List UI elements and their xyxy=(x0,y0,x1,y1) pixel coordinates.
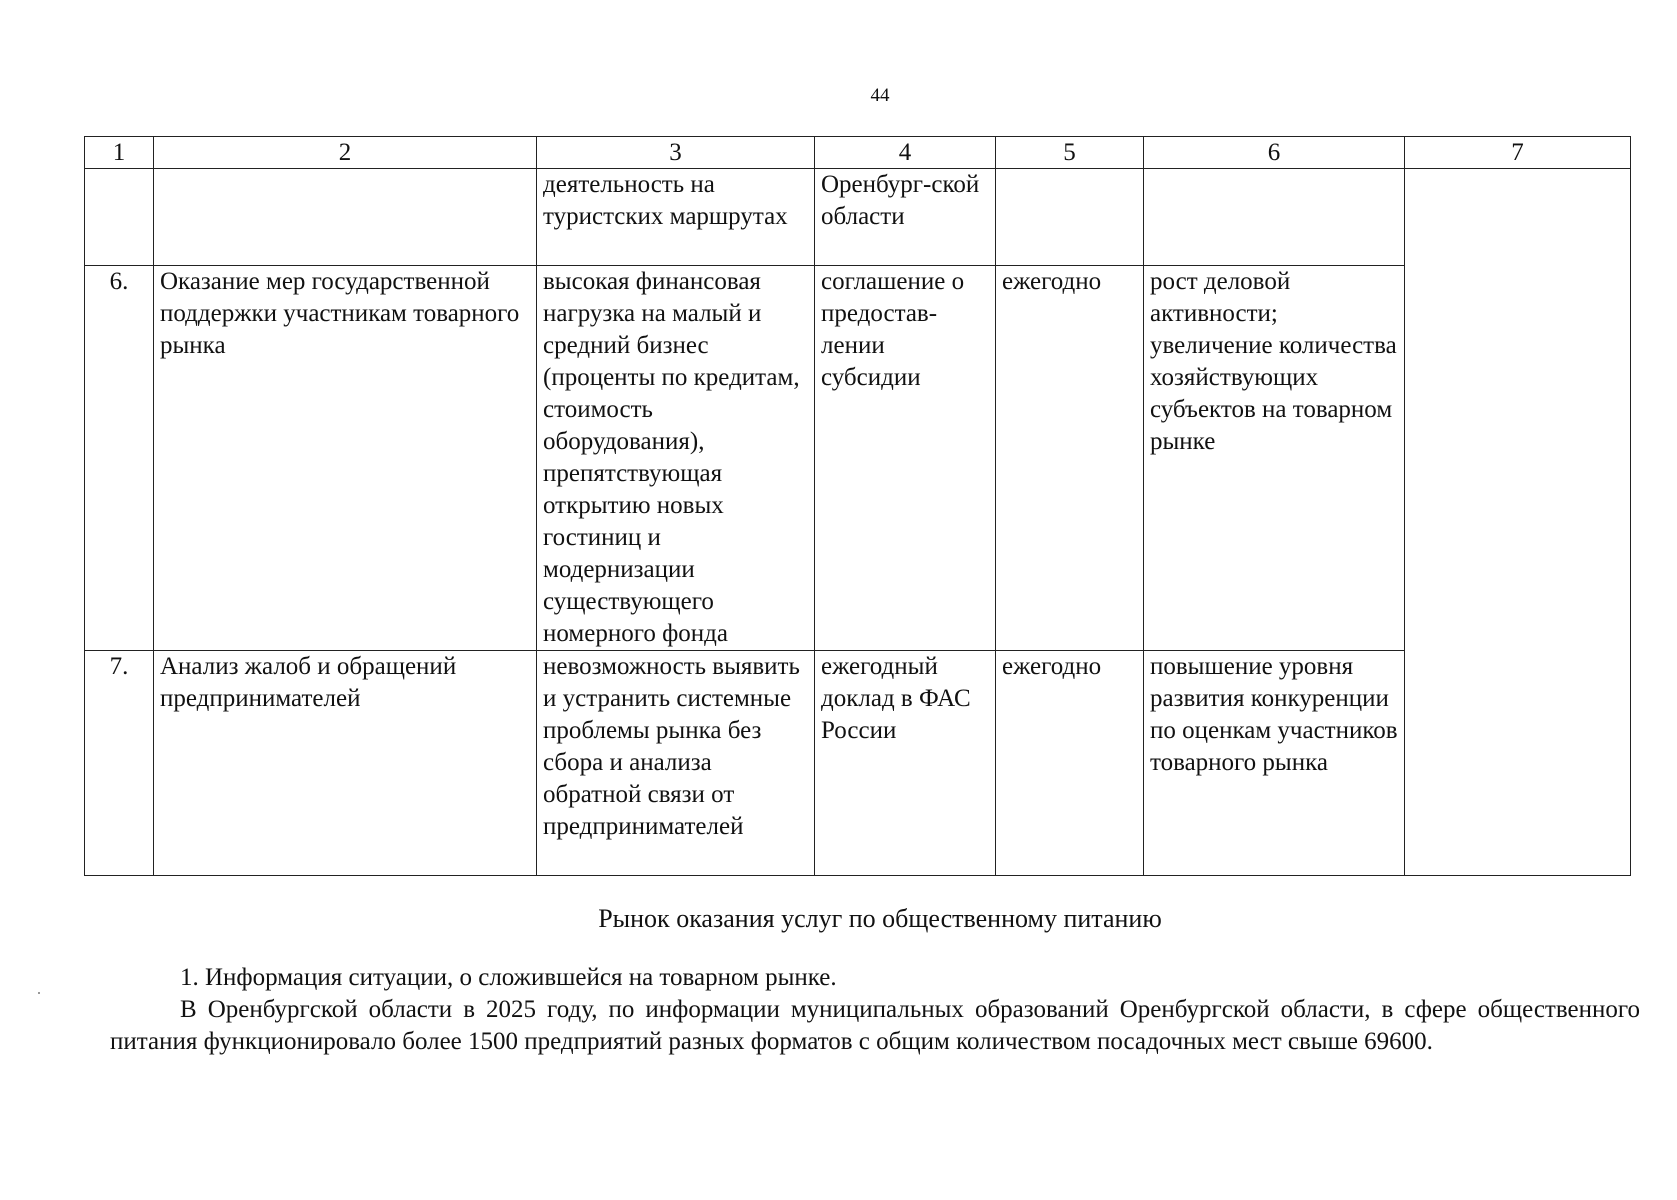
table-header-row xyxy=(85,137,1631,169)
measure-cell: Оказание мер государственной поддержки участникам товарного рынка xyxy=(154,266,537,651)
problem-cell: высокая финансовая нагрузка на малый и средний бизнес (проценты по кредитам, стоимость оборудования), препятствующая открытию новых гостиниц и модернизации существующего номерного фонда xyxy=(537,266,815,651)
deadline-cell: ежегодно xyxy=(996,651,1144,876)
page-number: 44 xyxy=(870,85,890,106)
header-col-7: 7 xyxy=(1405,137,1631,169)
scan-artifact xyxy=(38,992,40,994)
document-cell: соглашение о предостав-лении субсидии xyxy=(815,266,996,651)
measure-cell xyxy=(154,169,537,266)
header-col-3: 3 xyxy=(537,137,815,169)
table-row-continuation xyxy=(85,169,1631,266)
section-heading: Рынок оказания услуг по общественному питанию xyxy=(598,904,1162,933)
table-row xyxy=(85,266,1631,651)
header-col-5: 5 xyxy=(996,137,1144,169)
result-cell: повышение уровня развития конкуренции по оценкам участников товарного рынка xyxy=(1144,651,1405,876)
problem-cell: деятельность на туристских маршрутах xyxy=(537,169,815,266)
deadline-cell xyxy=(996,169,1144,266)
paragraph-body: В Оренбургской области в 2025 году, по информации муниципальных образований Оренбургской области, в сфере общественного питания функционировало более 1500 предприятий разных форматов с общим количеством посадочных мест свыше 69600. xyxy=(110,996,1640,1055)
row-number-cell xyxy=(85,169,154,266)
row-number-cell: 7. xyxy=(85,651,154,876)
measures-table xyxy=(84,136,1631,876)
paragraph-subheading: 1. Информация ситуации, о сложившейся на товарном рынке. xyxy=(180,964,837,991)
table-row xyxy=(85,651,1631,876)
problem-cell: невозможность выявить и устранить системные проблемы рынка без сбора и анализа обратной связи от предпринимателей xyxy=(537,651,815,876)
measure-cell: Анализ жалоб и обращений предпринимателей xyxy=(154,651,537,876)
document-cell: ежегодный доклад в ФАС России xyxy=(815,651,996,876)
header-col-6: 6 xyxy=(1144,137,1405,169)
body-text xyxy=(110,962,1640,1058)
result-cell xyxy=(1144,169,1405,266)
row-number-cell: 6. xyxy=(85,266,154,651)
column-7-cell xyxy=(1405,169,1631,876)
header-col-2: 2 xyxy=(154,137,537,169)
deadline-cell: ежегодно xyxy=(996,266,1144,651)
result-cell: рост деловой активности; увеличение количества хозяйствующих субъектов на товарном рынке xyxy=(1144,266,1405,651)
document-cell: Оренбург-ской области xyxy=(815,169,996,266)
header-col-1: 1 xyxy=(85,137,154,169)
header-col-4: 4 xyxy=(815,137,996,169)
